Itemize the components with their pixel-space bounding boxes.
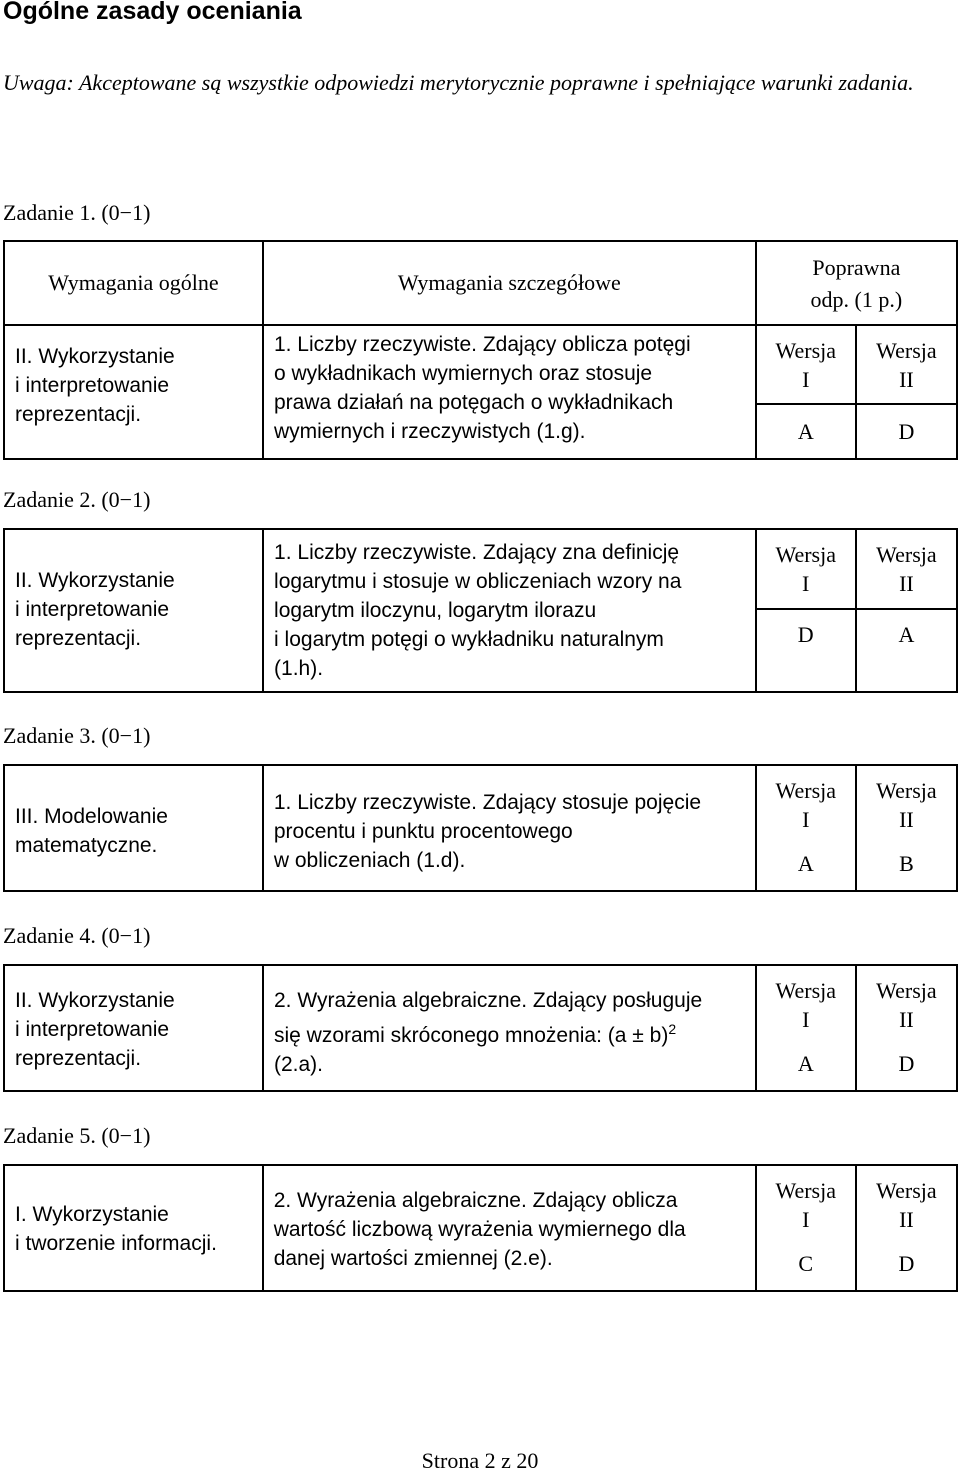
version-number: I: [802, 571, 810, 596]
task-1-title: Zadanie 1. (0−1): [3, 200, 151, 225]
version-word: Wersja: [876, 778, 937, 803]
specific-line: wartość liczbową wyrażenia wymiernego dla: [273, 1218, 686, 1241]
version-word: Wersja: [775, 778, 837, 803]
general-line: reprezentacji.: [15, 403, 142, 426]
specific-line: (1.h).: [274, 657, 324, 680]
general-line: II. Wykorzystanie: [15, 345, 175, 368]
task-3-table: [3, 764, 958, 892]
task-5-title: Zadanie 5. (0−1): [3, 1123, 151, 1148]
version-number: II: [899, 1207, 914, 1232]
task-5-table: [3, 1164, 958, 1292]
version-word: Wersja: [775, 978, 837, 1003]
task-4-title: Zadanie 4. (0−1): [3, 923, 151, 948]
task-1-table: [3, 240, 958, 460]
general-line: III. Modelowanie: [15, 805, 168, 828]
task-5-specific: [263, 1165, 756, 1291]
specific-line: 2. Wyrażenia algebraiczne. Zdający oblicza: [273, 1189, 678, 1212]
task-3-version-2: [856, 765, 957, 839]
general-line: i tworzenie informacji.: [15, 1232, 217, 1255]
version-number: I: [802, 1007, 810, 1032]
task-2-version-1: [756, 529, 856, 609]
task-4-general: [4, 965, 263, 1091]
specific-line: (2.a).: [273, 1053, 323, 1076]
header-answer-line2: odp. (1 p.): [810, 287, 903, 312]
specific-line: danej wartości zmiennej (2.e).: [273, 1247, 553, 1270]
specific-line: o wykładnikach wymiernych oraz stosuje: [273, 362, 653, 385]
task-3-answer-v1: A: [756, 839, 856, 891]
page-heading: Ogólne zasady oceniania: [3, 0, 302, 25]
task-4-table: [3, 964, 958, 1092]
task-4-specific: [263, 965, 756, 1091]
header-answer: [756, 241, 957, 325]
version-word: Wersja: [876, 1178, 937, 1203]
task-1-answer-v2: D: [856, 404, 957, 459]
specific-line: logarytmu i stosuje w obliczeniach wzory na: [274, 570, 682, 593]
task-2-general: [4, 529, 263, 692]
version-word: Wersja: [876, 978, 937, 1003]
task-3-title: Zadanie 3. (0−1): [3, 723, 151, 748]
general-line: matematyczne.: [15, 834, 158, 857]
general-line: II. Wykorzystanie: [15, 569, 175, 592]
task-1-version-1: [756, 325, 856, 404]
task-4-answer-v2: D: [856, 1039, 957, 1091]
task-3-specific: [263, 765, 756, 891]
header-answer-line1: Poprawna: [812, 255, 901, 280]
header-specific: Wymagania szczegółowe: [263, 241, 756, 325]
task-1-general: [4, 325, 263, 459]
version-number: II: [899, 807, 914, 832]
task-2-answer-v1: D: [756, 609, 856, 692]
task-2-title: Zadanie 2. (0−1): [3, 487, 151, 512]
task-3-version-1: [756, 765, 856, 839]
task-1-version-2: [856, 325, 957, 404]
specific-line: 1. Liczby rzeczywiste. Zdający stosuje pojęcie: [273, 791, 702, 814]
task-3-general: [4, 765, 263, 891]
task-2-table: [3, 528, 958, 693]
superscript: 2: [668, 1021, 677, 1037]
specific-line: 1. Liczby rzeczywiste. Zdający zna definicję: [274, 541, 680, 564]
page-footer: Strona 2 z 20: [421, 1448, 539, 1473]
task-3-answer-v2: B: [856, 839, 957, 891]
version-word: Wersja: [775, 338, 837, 363]
version-word: Wersja: [775, 542, 836, 567]
version-number: II: [899, 367, 914, 392]
task-1-specific: [263, 325, 756, 459]
note-text: Uwaga: Akceptowane są wszystkie odpowiedzi merytorycznie poprawne i spełniające warunki zadania.: [3, 70, 914, 95]
specific-line-with-sup: [274, 1015, 755, 1050]
general-line: reprezentacji.: [15, 627, 142, 650]
version-number: II: [899, 571, 914, 596]
task-4-answer-v1: A: [756, 1039, 856, 1091]
specific-line: 1. Liczby rzeczywiste. Zdający oblicza potęgi: [273, 333, 691, 356]
version-number: I: [802, 1207, 810, 1232]
task-4-version-2: [856, 965, 957, 1039]
general-line: II. Wykorzystanie: [15, 989, 175, 1012]
task-5-answer-v2: D: [856, 1239, 957, 1291]
general-line: reprezentacji.: [15, 1047, 142, 1070]
task-4-version-1: [756, 965, 856, 1039]
specific-line: i logarytm potęgi o wykładniku naturalnym: [274, 628, 664, 651]
task-1-answer-v1: A: [756, 404, 856, 459]
version-number: I: [802, 807, 810, 832]
task-2-version-2: [856, 529, 957, 609]
task-5-answer-v1: C: [756, 1239, 856, 1291]
specific-line: się wzorami skróconego mnożenia: (a ± b): [273, 1024, 669, 1047]
task-5-version-2: [856, 1165, 957, 1239]
version-word: Wersja: [775, 1178, 836, 1203]
general-line: i interpretowanie: [15, 374, 170, 397]
version-word: Wersja: [876, 338, 937, 363]
specific-line: procentu i punktu procentowego: [273, 820, 573, 843]
version-number: I: [802, 367, 810, 392]
task-5-general: [4, 1165, 263, 1291]
task-2-specific: [263, 529, 756, 692]
general-line: i interpretowanie: [15, 598, 170, 621]
general-line: I. Wykorzystanie: [15, 1203, 169, 1226]
version-number: II: [899, 1007, 914, 1032]
specific-line: 2. Wyrażenia algebraiczne. Zdający posługuje: [273, 989, 703, 1012]
header-general: Wymagania ogólne: [4, 241, 263, 325]
general-line: i interpretowanie: [15, 1018, 170, 1041]
task-2-answer-v2: A: [856, 609, 957, 692]
specific-line: wymiernych i rzeczywistych (1.g).: [273, 420, 586, 443]
specific-line: prawa działań na potęgach o wykładnikach: [273, 391, 674, 414]
version-word: Wersja: [876, 542, 937, 567]
task-5-version-1: [756, 1165, 856, 1239]
specific-line: w obliczeniach (1.d).: [273, 849, 466, 872]
specific-line: logarytm iloczynu, logarytm ilorazu: [274, 599, 597, 622]
